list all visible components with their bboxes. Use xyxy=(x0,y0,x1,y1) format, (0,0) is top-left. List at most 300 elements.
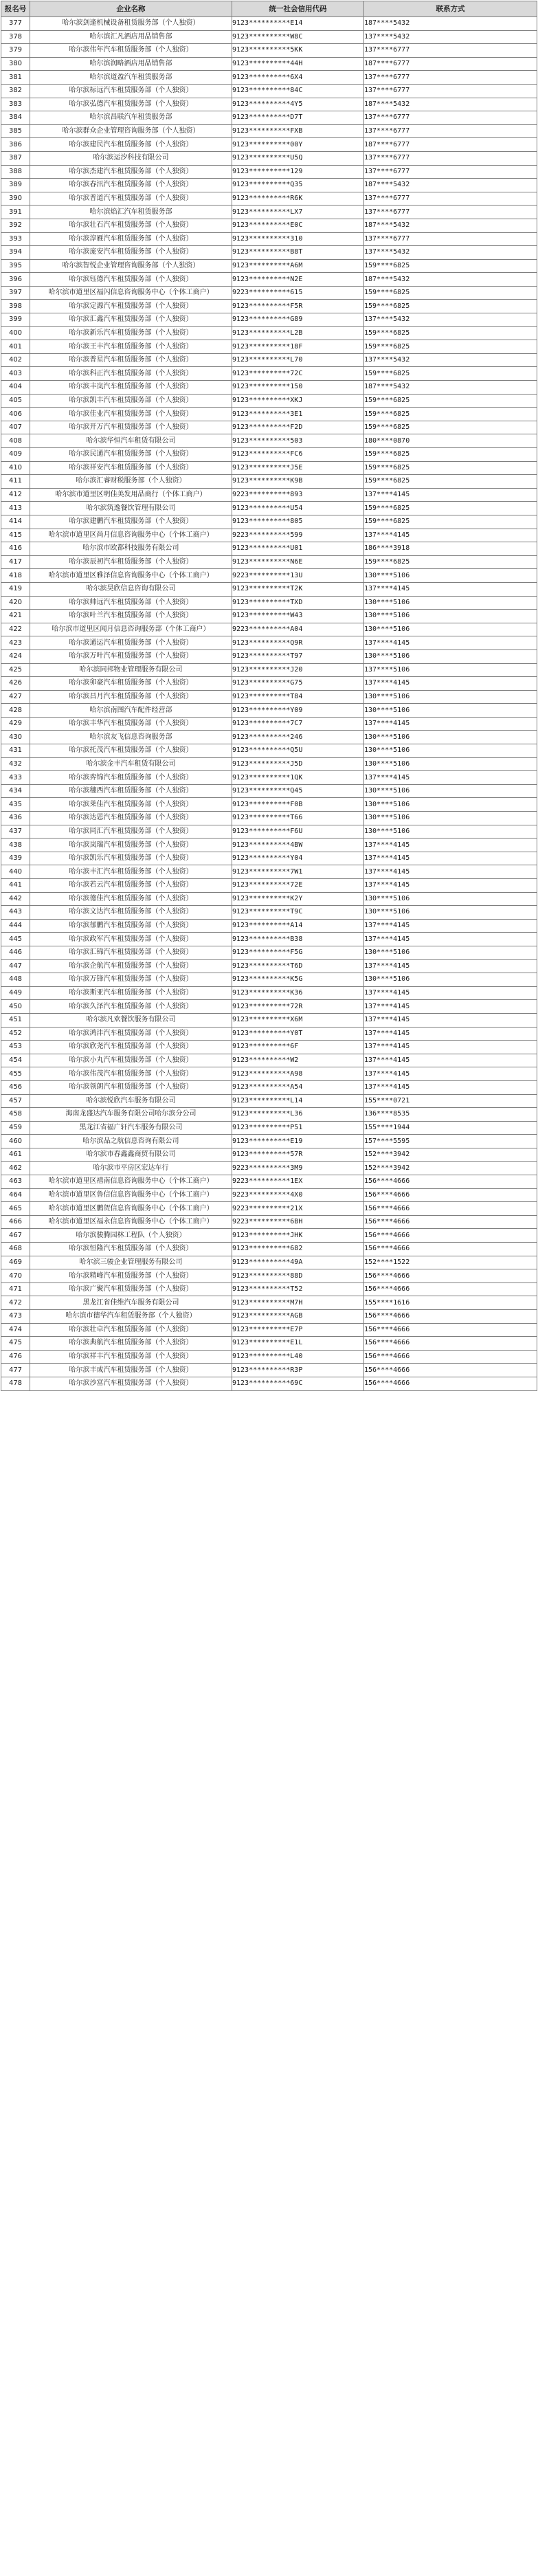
credit-code-cell: 9223**********21X xyxy=(232,1202,364,1216)
company-name-cell: 哈尔滨欣尧汽车租赁服务部（个人独资） xyxy=(30,1041,232,1054)
contact-cell: 130****5106 xyxy=(364,610,537,623)
credit-code-cell: 9123**********FC6 xyxy=(232,448,364,462)
credit-code-cell: 9123**********72C xyxy=(232,367,364,381)
credit-code-cell: 9123**********682 xyxy=(232,1243,364,1256)
company-name-cell: 哈尔滨金丰汽车租赁有限公司 xyxy=(30,757,232,771)
row-number-cell: 436 xyxy=(1,812,30,825)
table-row xyxy=(1,596,537,610)
credit-code-cell: 9123**********TXD xyxy=(232,596,364,610)
company-name-cell: 哈尔滨品之航信息咨询有限公司 xyxy=(30,1135,232,1148)
credit-code-cell: 9123**********X6M xyxy=(232,1013,364,1027)
row-number-cell: 401 xyxy=(1,340,30,354)
table-row xyxy=(1,165,537,179)
company-name-cell: 哈尔滨丰成汽车租赁服务部（个人独资） xyxy=(30,1364,232,1377)
contact-cell: 156****4666 xyxy=(364,1175,537,1189)
row-number-cell: 403 xyxy=(1,367,30,381)
contact-cell: 137****6777 xyxy=(364,111,537,125)
company-name-cell: 哈尔滨市平房区宏达车行 xyxy=(30,1162,232,1175)
company-name-cell: 哈尔滨万锋汽车租赁服务部（个人独资） xyxy=(30,973,232,987)
credit-code-cell: 9123**********T52 xyxy=(232,1283,364,1296)
credit-code-cell: 9123**********Q45 xyxy=(232,784,364,798)
credit-code-cell: 9223**********893 xyxy=(232,488,364,502)
table-row xyxy=(1,1323,537,1337)
credit-code-cell: 9123**********4BW xyxy=(232,839,364,852)
row-number-cell: 378 xyxy=(1,30,30,44)
row-number-cell: 470 xyxy=(1,1269,30,1283)
credit-code-cell: 9123**********JHK xyxy=(232,1229,364,1243)
company-name-cell: 哈尔滨文达汽车租赁服务部（个人独资） xyxy=(30,906,232,920)
company-name-cell: 哈尔滨新乐汽车租赁服务部（个人独资） xyxy=(30,326,232,340)
credit-code-cell: 9123**********K5G xyxy=(232,973,364,987)
company-name-cell: 哈尔滨丰岚汽车租赁服务部（个人独资） xyxy=(30,381,232,395)
company-name-cell: 哈尔滨典航汽车租赁服务部（个人独资） xyxy=(30,1337,232,1351)
company-name-cell: 哈尔滨德佳汽车租赁服务部（个人独资） xyxy=(30,892,232,906)
row-number-cell: 413 xyxy=(1,502,30,515)
row-number-cell: 435 xyxy=(1,798,30,812)
row-number-cell: 443 xyxy=(1,906,30,920)
company-name-cell: 哈尔滨市道里区禧南信息咨询服务中心（个体工商户） xyxy=(30,1175,232,1189)
table-row xyxy=(1,1283,537,1296)
contact-cell: 156****4666 xyxy=(364,1350,537,1364)
credit-code-cell: 9223**********615 xyxy=(232,286,364,300)
row-number-cell: 428 xyxy=(1,704,30,718)
company-name-cell: 哈尔滨莱佳汽车租赁服务部（个人独资） xyxy=(30,798,232,812)
row-number-cell: 377 xyxy=(1,17,30,31)
row-number-cell: 407 xyxy=(1,421,30,434)
company-name-cell: 哈尔滨伟茂汽车租赁服务部（个人独资） xyxy=(30,1067,232,1081)
credit-code-cell: 9123**********T6D xyxy=(232,959,364,973)
credit-code-cell: 9123**********K9B xyxy=(232,475,364,489)
company-name-cell: 哈尔滨昊欣信息咨询有限公司 xyxy=(30,582,232,596)
contact-cell: 187****6777 xyxy=(364,57,537,71)
table-row xyxy=(1,825,537,839)
row-number-cell: 399 xyxy=(1,313,30,327)
company-name-cell: 哈尔滨市德华汽车租赁服务部（个人独资） xyxy=(30,1310,232,1324)
credit-code-cell: 9123**********57R xyxy=(232,1148,364,1162)
row-number-cell: 420 xyxy=(1,596,30,610)
table-row xyxy=(1,192,537,206)
header-row xyxy=(1,1,537,17)
row-number-cell: 438 xyxy=(1,839,30,852)
credit-code-cell: 9223**********4X0 xyxy=(232,1188,364,1202)
contact-cell: 156****4666 xyxy=(364,1310,537,1324)
row-number-cell: 460 xyxy=(1,1135,30,1148)
contact-cell: 130****5106 xyxy=(364,623,537,636)
row-number-cell: 393 xyxy=(1,232,30,246)
credit-code-cell: 9123**********P51 xyxy=(232,1121,364,1135)
contact-cell: 156****4666 xyxy=(364,1188,537,1202)
credit-code-cell: 9123**********J20 xyxy=(232,663,364,677)
contact-cell: 137****4145 xyxy=(364,1013,537,1027)
table-row xyxy=(1,946,537,959)
table-row xyxy=(1,1148,537,1162)
company-name-cell: 哈尔滨小丸汽车租赁服务部（个人独资） xyxy=(30,1054,232,1067)
credit-code-cell: 9123**********L70 xyxy=(232,353,364,367)
company-name-cell: 哈尔滨凡欢餐饮服务有限公司 xyxy=(30,1013,232,1027)
table-row xyxy=(1,892,537,906)
row-number-cell: 426 xyxy=(1,677,30,691)
table-row xyxy=(1,408,537,421)
credit-code-cell: 9123**********FXB xyxy=(232,124,364,138)
row-number-cell: 392 xyxy=(1,219,30,232)
table-row xyxy=(1,84,537,98)
table-row xyxy=(1,919,537,933)
row-number-cell: 454 xyxy=(1,1054,30,1067)
row-number-cell: 389 xyxy=(1,179,30,192)
contact-cell: 137****5106 xyxy=(364,663,537,677)
credit-code-cell: 9123**********18F xyxy=(232,340,364,354)
company-name-cell: 哈尔滨焰汇汽车租赁服务部 xyxy=(30,206,232,219)
credit-code-cell: 9123**********L2B xyxy=(232,326,364,340)
contact-cell: 159****6825 xyxy=(364,340,537,354)
credit-code-cell: 9123**********R3P xyxy=(232,1364,364,1377)
contact-cell: 155****1944 xyxy=(364,1121,537,1135)
company-name-cell: 哈尔滨昌月汽车租赁服务部（个人独资） xyxy=(30,690,232,704)
table-row xyxy=(1,515,537,529)
table-row xyxy=(1,986,537,1000)
credit-code-cell: 9123**********L40 xyxy=(232,1350,364,1364)
row-number-cell: 411 xyxy=(1,475,30,489)
table-row xyxy=(1,1215,537,1229)
credit-code-cell: 9123**********F5G xyxy=(232,946,364,959)
row-number-cell: 391 xyxy=(1,206,30,219)
table-row xyxy=(1,771,537,785)
contact-cell: 137****4145 xyxy=(364,1027,537,1041)
company-name-cell: 哈尔滨骏腾园林工程队（个人独资） xyxy=(30,1229,232,1243)
row-number-cell: 410 xyxy=(1,461,30,475)
table-row xyxy=(1,582,537,596)
table-row xyxy=(1,649,537,663)
contact-cell: 137****6777 xyxy=(364,151,537,165)
row-number-cell: 473 xyxy=(1,1310,30,1324)
credit-code-cell: 9123**********A98 xyxy=(232,1067,364,1081)
row-number-cell: 446 xyxy=(1,946,30,959)
contact-cell: 159****6825 xyxy=(364,259,537,273)
row-number-cell: 469 xyxy=(1,1256,30,1269)
table-row xyxy=(1,1229,537,1243)
company-name-cell: 哈尔滨达恩汽车租赁服务部（个人独资） xyxy=(30,812,232,825)
credit-code-cell: 9123**********D7T xyxy=(232,111,364,125)
table-row xyxy=(1,717,537,731)
credit-code-cell: 9123**********6F xyxy=(232,1041,364,1054)
company-name-cell: 哈尔滨沙富汽车租赁服务部（个人独资） xyxy=(30,1377,232,1390)
contact-cell: 156****4666 xyxy=(364,1269,537,1283)
contact-cell: 130****5106 xyxy=(364,825,537,839)
contact-cell: 137****4145 xyxy=(364,771,537,785)
credit-code-cell: 9123**********T84 xyxy=(232,690,364,704)
company-name-cell: 哈尔滨普道汽车租赁服务部（个人独资） xyxy=(30,192,232,206)
contact-cell: 137****4145 xyxy=(364,677,537,691)
contact-cell: 187****5432 xyxy=(364,179,537,192)
credit-code-cell: 9123**********R6K xyxy=(232,192,364,206)
contact-cell: 130****5106 xyxy=(364,731,537,744)
row-number-cell: 382 xyxy=(1,84,30,98)
table-row xyxy=(1,44,537,58)
company-name-cell: 黑龙江省佳维汽车服务有限公司 xyxy=(30,1296,232,1310)
table-row xyxy=(1,623,537,636)
row-number-cell: 442 xyxy=(1,892,30,906)
contact-cell: 180****0870 xyxy=(364,434,537,448)
contact-cell: 130****5106 xyxy=(364,946,537,959)
company-name-cell: 哈尔滨三骏企业管理服务有限公司 xyxy=(30,1256,232,1269)
credit-code-cell: 9123**********N6E xyxy=(232,555,364,569)
credit-code-cell: 9123**********G75 xyxy=(232,677,364,691)
credit-code-cell: 9123**********3E1 xyxy=(232,408,364,421)
company-name-cell: 哈尔滨市道里区鹏贺信息咨询服务中心（个体工商户） xyxy=(30,1202,232,1216)
row-number-cell: 387 xyxy=(1,151,30,165)
company-name-cell: 哈尔滨同汇汽车租赁服务部（个人独资） xyxy=(30,825,232,839)
contact-cell: 130****5106 xyxy=(364,757,537,771)
company-name-cell: 哈尔滨润略酒店用品销售部 xyxy=(30,57,232,71)
credit-code-cell: 9123**********M7H xyxy=(232,1296,364,1310)
row-number-cell: 396 xyxy=(1,273,30,287)
row-number-cell: 474 xyxy=(1,1323,30,1337)
contact-cell: 137****6777 xyxy=(364,165,537,179)
table-row xyxy=(1,569,537,583)
table-row xyxy=(1,1296,537,1310)
credit-code-cell: 9123**********F0B xyxy=(232,798,364,812)
company-name-cell: 哈尔滨昌联汽车租赁服务部 xyxy=(30,111,232,125)
company-name-cell: 哈尔滨恒隆汽车租赁服务部（个人独资） xyxy=(30,1243,232,1256)
credit-code-cell: 9123**********B8T xyxy=(232,246,364,260)
table-row xyxy=(1,30,537,44)
credit-code-cell: 9123**********L14 xyxy=(232,1094,364,1108)
row-number-cell: 430 xyxy=(1,731,30,744)
row-number-cell: 416 xyxy=(1,542,30,556)
table-row xyxy=(1,704,537,718)
contact-cell: 130****5106 xyxy=(364,744,537,758)
credit-code-cell: 9123**********K36 xyxy=(232,986,364,1000)
credit-code-cell: 9123**********F6U xyxy=(232,825,364,839)
company-name-cell: 哈尔滨郁鹏汽车租赁服务部（个人独资） xyxy=(30,919,232,933)
credit-code-cell: 9123**********G89 xyxy=(232,313,364,327)
contact-cell: 130****5106 xyxy=(364,812,537,825)
company-name-cell: 哈尔滨凯乐汽车租赁服务部（个人独资） xyxy=(30,852,232,865)
row-number-cell: 437 xyxy=(1,825,30,839)
company-name-cell: 哈尔滨定源汽车租赁服务部（个人独资） xyxy=(30,300,232,313)
table-row xyxy=(1,138,537,152)
credit-code-cell: 9123**********150 xyxy=(232,381,364,395)
contact-cell: 159****6825 xyxy=(364,367,537,381)
row-number-cell: 422 xyxy=(1,623,30,636)
company-name-cell: 哈尔滨壮卓汽车租赁服务部（个人独资） xyxy=(30,1323,232,1337)
row-number-cell: 421 xyxy=(1,610,30,623)
table-row xyxy=(1,555,537,569)
company-name-cell: 哈尔滨卯豪汽车租赁服务部（个人独资） xyxy=(30,677,232,691)
row-number-cell: 439 xyxy=(1,852,30,865)
contact-cell: 130****5106 xyxy=(364,704,537,718)
header-credit-code: 统一社会信用代码 xyxy=(232,1,364,17)
row-number-cell: 394 xyxy=(1,246,30,260)
credit-code-cell: 9123**********E7P xyxy=(232,1323,364,1337)
company-name-cell: 哈尔滨淳雁汽车租赁服务部（个人独资） xyxy=(30,232,232,246)
row-number-cell: 461 xyxy=(1,1148,30,1162)
company-name-cell: 哈尔滨汇锦汽车租赁服务部（个人独资） xyxy=(30,946,232,959)
table-row xyxy=(1,973,537,987)
table-body xyxy=(1,17,537,1391)
contact-cell: 152****3942 xyxy=(364,1162,537,1175)
credit-code-cell: 9123**********F5R xyxy=(232,300,364,313)
row-number-cell: 434 xyxy=(1,784,30,798)
contact-cell: 130****5106 xyxy=(364,784,537,798)
credit-code-cell: 9123**********503 xyxy=(232,434,364,448)
credit-code-cell: 9123**********4Y5 xyxy=(232,98,364,111)
credit-code-cell: 9223**********599 xyxy=(232,529,364,542)
contact-cell: 152****3942 xyxy=(364,1148,537,1162)
credit-code-cell: 9223**********6BH xyxy=(232,1215,364,1229)
table-row xyxy=(1,1202,537,1216)
table-row xyxy=(1,286,537,300)
company-name-cell: 哈尔滨丰华汽车租赁服务部（个人独资） xyxy=(30,717,232,731)
company-name-cell: 哈尔滨南图汽车配件经营部 xyxy=(30,704,232,718)
table-row xyxy=(1,839,537,852)
company-name-cell: 哈尔滨弈锦汽车租赁服务部（个人独资） xyxy=(30,771,232,785)
row-number-cell: 448 xyxy=(1,973,30,987)
company-name-cell: 哈尔滨领朗汽车租赁服务部（个人独资） xyxy=(30,1080,232,1094)
table-row xyxy=(1,1175,537,1189)
registration-table xyxy=(1,1,537,1391)
credit-code-cell: 9123**********A6M xyxy=(232,259,364,273)
row-number-cell: 408 xyxy=(1,434,30,448)
header-company-name: 企业名称 xyxy=(30,1,232,17)
table-row xyxy=(1,1108,537,1122)
contact-cell: 130****5106 xyxy=(364,596,537,610)
table-row xyxy=(1,1188,537,1202)
table-row xyxy=(1,17,537,31)
credit-code-cell: 9123**********5KK xyxy=(232,44,364,58)
table-row xyxy=(1,1054,537,1067)
contact-cell: 187****5432 xyxy=(364,273,537,287)
credit-code-cell: 9123**********E14 xyxy=(232,17,364,31)
table-row xyxy=(1,259,537,273)
row-number-cell: 433 xyxy=(1,771,30,785)
company-name-cell: 哈尔滨科正汽车租赁服务部（个人独资） xyxy=(30,367,232,381)
table-row xyxy=(1,353,537,367)
row-number-cell: 441 xyxy=(1,879,30,893)
contact-cell: 137****5432 xyxy=(364,353,537,367)
row-number-cell: 478 xyxy=(1,1377,30,1390)
company-name-cell: 哈尔滨同邦物业管理服务有限公司 xyxy=(30,663,232,677)
table-row xyxy=(1,1310,537,1324)
credit-code-cell: 9123**********Q35 xyxy=(232,179,364,192)
contact-cell: 159****6825 xyxy=(364,515,537,529)
company-name-cell: 哈尔滨汇凡酒店用品销售部 xyxy=(30,30,232,44)
contact-cell: 137****4145 xyxy=(364,717,537,731)
credit-code-cell: 9123**********805 xyxy=(232,515,364,529)
company-name-cell: 哈尔滨穗西汽车租赁服务部（个人独资） xyxy=(30,784,232,798)
company-name-cell: 哈尔滨汇鑫汽车租赁服务部（个人独资） xyxy=(30,313,232,327)
row-number-cell: 418 xyxy=(1,569,30,583)
row-number-cell: 467 xyxy=(1,1229,30,1243)
company-name-cell: 哈尔滨若云汽车租赁服务部（个人独资） xyxy=(30,879,232,893)
company-name-cell: 哈尔滨开万汽车租赁服务部（个人独资） xyxy=(30,421,232,434)
contact-cell: 159****6825 xyxy=(364,286,537,300)
table-row xyxy=(1,1256,537,1269)
contact-cell: 137****6777 xyxy=(364,206,537,219)
table-row xyxy=(1,313,537,327)
table-row xyxy=(1,542,537,556)
contact-cell: 159****6825 xyxy=(364,461,537,475)
contact-cell: 159****6825 xyxy=(364,394,537,408)
credit-code-cell: 9123**********U01 xyxy=(232,542,364,556)
contact-cell: 159****6825 xyxy=(364,421,537,434)
row-number-cell: 381 xyxy=(1,71,30,85)
contact-cell: 156****4666 xyxy=(364,1364,537,1377)
company-name-cell: 哈尔滨政军汽车租赁服务部（个人独资） xyxy=(30,933,232,946)
row-number-cell: 384 xyxy=(1,111,30,125)
table-row xyxy=(1,326,537,340)
contact-cell: 187****5432 xyxy=(364,219,537,232)
contact-cell: 137****4145 xyxy=(364,529,537,542)
contact-cell: 155****1616 xyxy=(364,1296,537,1310)
credit-code-cell: 9123**********XKJ xyxy=(232,394,364,408)
credit-code-cell: 9123**********T9C xyxy=(232,906,364,920)
credit-code-cell: 9123**********49A xyxy=(232,1256,364,1269)
table-row xyxy=(1,1162,537,1175)
company-name-cell: 哈尔滨鸿沣汽车租赁服务部（个人独资） xyxy=(30,1027,232,1041)
table-row xyxy=(1,757,537,771)
row-number-cell: 457 xyxy=(1,1094,30,1108)
credit-code-cell: 9123**********E1L xyxy=(232,1337,364,1351)
row-number-cell: 414 xyxy=(1,515,30,529)
contact-cell: 187****5432 xyxy=(364,381,537,395)
row-number-cell: 415 xyxy=(1,529,30,542)
company-name-cell: 哈尔滨通运汽车租赁服务部（个人独资） xyxy=(30,636,232,650)
table-row xyxy=(1,434,537,448)
row-number-cell: 476 xyxy=(1,1350,30,1364)
header-contact: 联系方式 xyxy=(364,1,537,17)
table-row xyxy=(1,1080,537,1094)
company-name-cell: 哈尔滨市道里区闻月信息咨询服务部（个体工商户） xyxy=(30,623,232,636)
contact-cell: 137****6777 xyxy=(364,192,537,206)
contact-cell: 136****8535 xyxy=(364,1108,537,1122)
company-name-cell: 哈尔滨剑逢机械设备租赁服务部（个人独资） xyxy=(30,17,232,31)
contact-cell: 187****5432 xyxy=(364,17,537,31)
table-row xyxy=(1,448,537,462)
row-number-cell: 468 xyxy=(1,1243,30,1256)
contact-cell: 159****6825 xyxy=(364,502,537,515)
credit-code-cell: 9123**********B38 xyxy=(232,933,364,946)
row-number-cell: 455 xyxy=(1,1067,30,1081)
table-row xyxy=(1,502,537,515)
company-name-cell: 哈尔滨友飞信息咨询服务部 xyxy=(30,731,232,744)
credit-code-cell: 9123**********U54 xyxy=(232,502,364,515)
table-row xyxy=(1,852,537,865)
credit-code-cell: 9123**********246 xyxy=(232,731,364,744)
contact-cell: 137****6777 xyxy=(364,71,537,85)
table-row xyxy=(1,488,537,502)
row-number-cell: 412 xyxy=(1,488,30,502)
table-row xyxy=(1,636,537,650)
company-name-cell: 哈尔滨杰建汽车租赁服务部（个人独资） xyxy=(30,165,232,179)
row-number-cell: 447 xyxy=(1,959,30,973)
company-name-cell: 哈尔滨市春鑫鑫商贸有限公司 xyxy=(30,1148,232,1162)
table-row xyxy=(1,812,537,825)
credit-code-cell: 9123**********N2E xyxy=(232,273,364,287)
credit-code-cell: 9123**********7C7 xyxy=(232,717,364,731)
table-row xyxy=(1,219,537,232)
company-name-cell: 哈尔滨托茂汽车租赁服务部（个人独资） xyxy=(30,744,232,758)
table-row xyxy=(1,663,537,677)
contact-cell: 130****5106 xyxy=(364,906,537,920)
row-number-cell: 464 xyxy=(1,1188,30,1202)
credit-code-cell: 9123**********00Y xyxy=(232,138,364,152)
table-row xyxy=(1,1027,537,1041)
row-number-cell: 449 xyxy=(1,986,30,1000)
table-row xyxy=(1,690,537,704)
row-number-cell: 444 xyxy=(1,919,30,933)
row-number-cell: 383 xyxy=(1,98,30,111)
